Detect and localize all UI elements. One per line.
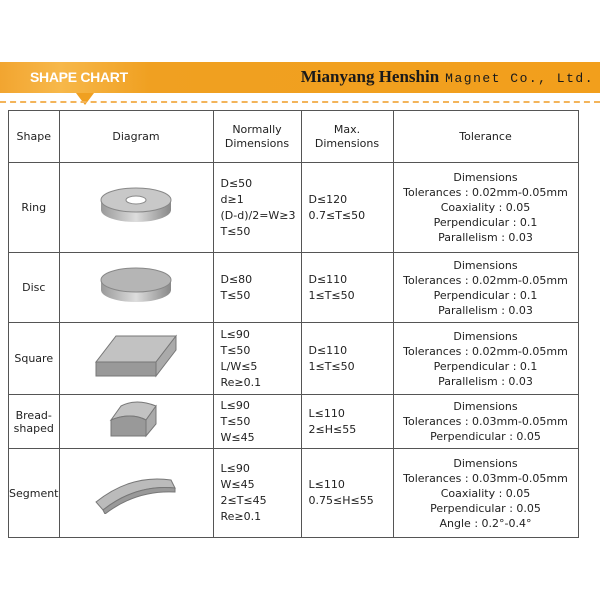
tolerance-line: Tolerances : 0.02mm-0.05mm: [403, 273, 568, 287]
header-normal: Normally Dimensions: [213, 111, 301, 163]
normal-line: T≤50: [220, 414, 251, 428]
normal-line: D≤80: [220, 272, 253, 286]
normal-line: T≤50: [220, 343, 251, 357]
normal-dimensions-cell: [213, 253, 301, 323]
normal-dimensions-cell: [213, 163, 301, 253]
company-name: [301, 67, 594, 87]
max-dimensions-cell: [301, 449, 393, 538]
normal-line: 2≤T≤45: [220, 494, 267, 507]
normal-line: d≥1: [220, 192, 244, 206]
diagram-cell: [59, 449, 213, 538]
normal-line: Re≥0.1: [220, 510, 262, 523]
max-dimensions-cell: [301, 253, 393, 323]
banner: [0, 62, 600, 93]
company-name-main: Mianyang Henshin: [300, 67, 440, 86]
diagram-cell: [59, 163, 213, 253]
tolerance-line: Tolerances : 0.03mm-0.05mm: [403, 471, 568, 485]
tolerance-line: Dimensions: [453, 456, 518, 470]
tolerance-line: Tolerances : 0.02mm-0.05mm: [403, 186, 568, 199]
tolerance-cell: [393, 323, 578, 395]
shape-name: Bread-shaped: [13, 408, 54, 435]
max-line: L≤110: [308, 406, 345, 420]
disc-icon: [96, 298, 176, 311]
tolerance-line: Dimensions: [453, 171, 518, 184]
tolerance-line: Perpendicular : 0.1: [433, 359, 538, 373]
header-diagram: Diagram: [59, 111, 213, 163]
tolerance-cell: [393, 163, 578, 253]
tolerance-line: Dimensions: [453, 258, 518, 272]
table-row: [9, 323, 579, 395]
banner-pointer: [76, 93, 94, 105]
tolerance-line: Tolerances : 0.02mm-0.05mm: [403, 344, 568, 358]
max-line: L≤110: [308, 478, 345, 491]
normal-line: W≤45: [220, 478, 255, 491]
shape-cell: [9, 395, 60, 449]
max-line: D≤120: [308, 192, 348, 206]
tolerance-line: Parallelism : 0.03: [438, 303, 533, 317]
tolerance-line: Parallelism : 0.03: [438, 231, 533, 244]
tolerance-cell: [393, 395, 578, 449]
normal-dimensions-cell: [213, 449, 301, 538]
max-line: 0.75≤H≤55: [308, 494, 374, 507]
max-dimensions-cell: [301, 395, 393, 449]
normal-dimensions-cell: [213, 323, 301, 395]
tolerance-line: Tolerances : 0.03mm-0.05mm: [403, 415, 568, 428]
tolerance-line: Perpendicular : 0.05: [430, 501, 541, 515]
shape-cell: [9, 449, 60, 538]
tolerance-line: Perpendicular : 0.1: [433, 288, 538, 302]
normal-line: T≤50: [220, 224, 251, 238]
tolerance-cell: [393, 449, 578, 538]
table-row: [9, 395, 579, 449]
table-row: [9, 449, 579, 538]
normal-line: L≤90: [220, 327, 250, 341]
normal-line: T≤50: [220, 288, 251, 302]
shape-cell: [9, 253, 60, 323]
max-line: 1≤T≤50: [308, 359, 355, 373]
company-name-sub: Magnet Co., Ltd.: [445, 71, 594, 86]
tolerance-line: Dimensions: [453, 329, 518, 343]
max-dimensions-cell: [301, 323, 393, 395]
banner-title: SHAPE CHART: [30, 69, 128, 85]
diagram-cell: [59, 253, 213, 323]
shape-name: Ring: [21, 201, 47, 214]
segment-icon: [91, 504, 181, 517]
shape-cell: [9, 323, 60, 395]
normal-line: L≤90: [220, 462, 250, 475]
header-shape: Shape: [9, 111, 60, 163]
tolerance-cell: [393, 253, 578, 323]
diagram-cell: [59, 323, 213, 395]
tolerance-line: Angle : 0.2°-0.4°: [439, 516, 532, 530]
tolerance-line: Perpendicular : 0.1: [433, 216, 538, 229]
ring-icon: [96, 218, 176, 231]
block-icon: [91, 372, 181, 385]
tolerance-line: Dimensions: [453, 400, 518, 413]
tolerance-line: Parallelism : 0.03: [438, 374, 533, 388]
tolerance-line: Perpendicular : 0.05: [430, 430, 541, 443]
dashed-divider: [0, 101, 600, 103]
max-line: 1≤T≤50: [308, 288, 355, 302]
shape-chart-table: [8, 110, 579, 538]
table-row: [9, 253, 579, 323]
shape-name: Square: [14, 352, 54, 365]
bread-icon: [106, 432, 166, 445]
normal-line: Re≥0.1: [220, 375, 262, 389]
diagram-cell: [59, 395, 213, 449]
table-row: [9, 163, 579, 253]
max-line: 0.7≤T≤50: [308, 208, 366, 222]
normal-line: W≤45: [220, 430, 255, 444]
tolerance-line: Coaxiality : 0.05: [440, 201, 531, 214]
normal-line: (D-d)/2=W≥3: [220, 208, 296, 222]
normal-line: D≤50: [220, 176, 253, 190]
normal-line: L/W≤5: [220, 359, 258, 373]
header-tolerance: Tolerance: [393, 111, 578, 163]
tolerance-line: Coaxiality : 0.05: [440, 486, 531, 500]
max-line: D≤110: [308, 343, 348, 357]
shape-name: Disc: [22, 281, 46, 294]
header-max: Max. Dimensions: [301, 111, 393, 163]
max-line: D≤110: [308, 272, 348, 286]
max-dimensions-cell: [301, 163, 393, 253]
shape-cell: [9, 163, 60, 253]
header-row: [9, 111, 579, 163]
normal-dimensions-cell: [213, 395, 301, 449]
normal-line: L≤90: [220, 398, 250, 412]
max-line: 2≤H≤55: [308, 422, 357, 436]
shape-name: Segment: [9, 486, 59, 500]
